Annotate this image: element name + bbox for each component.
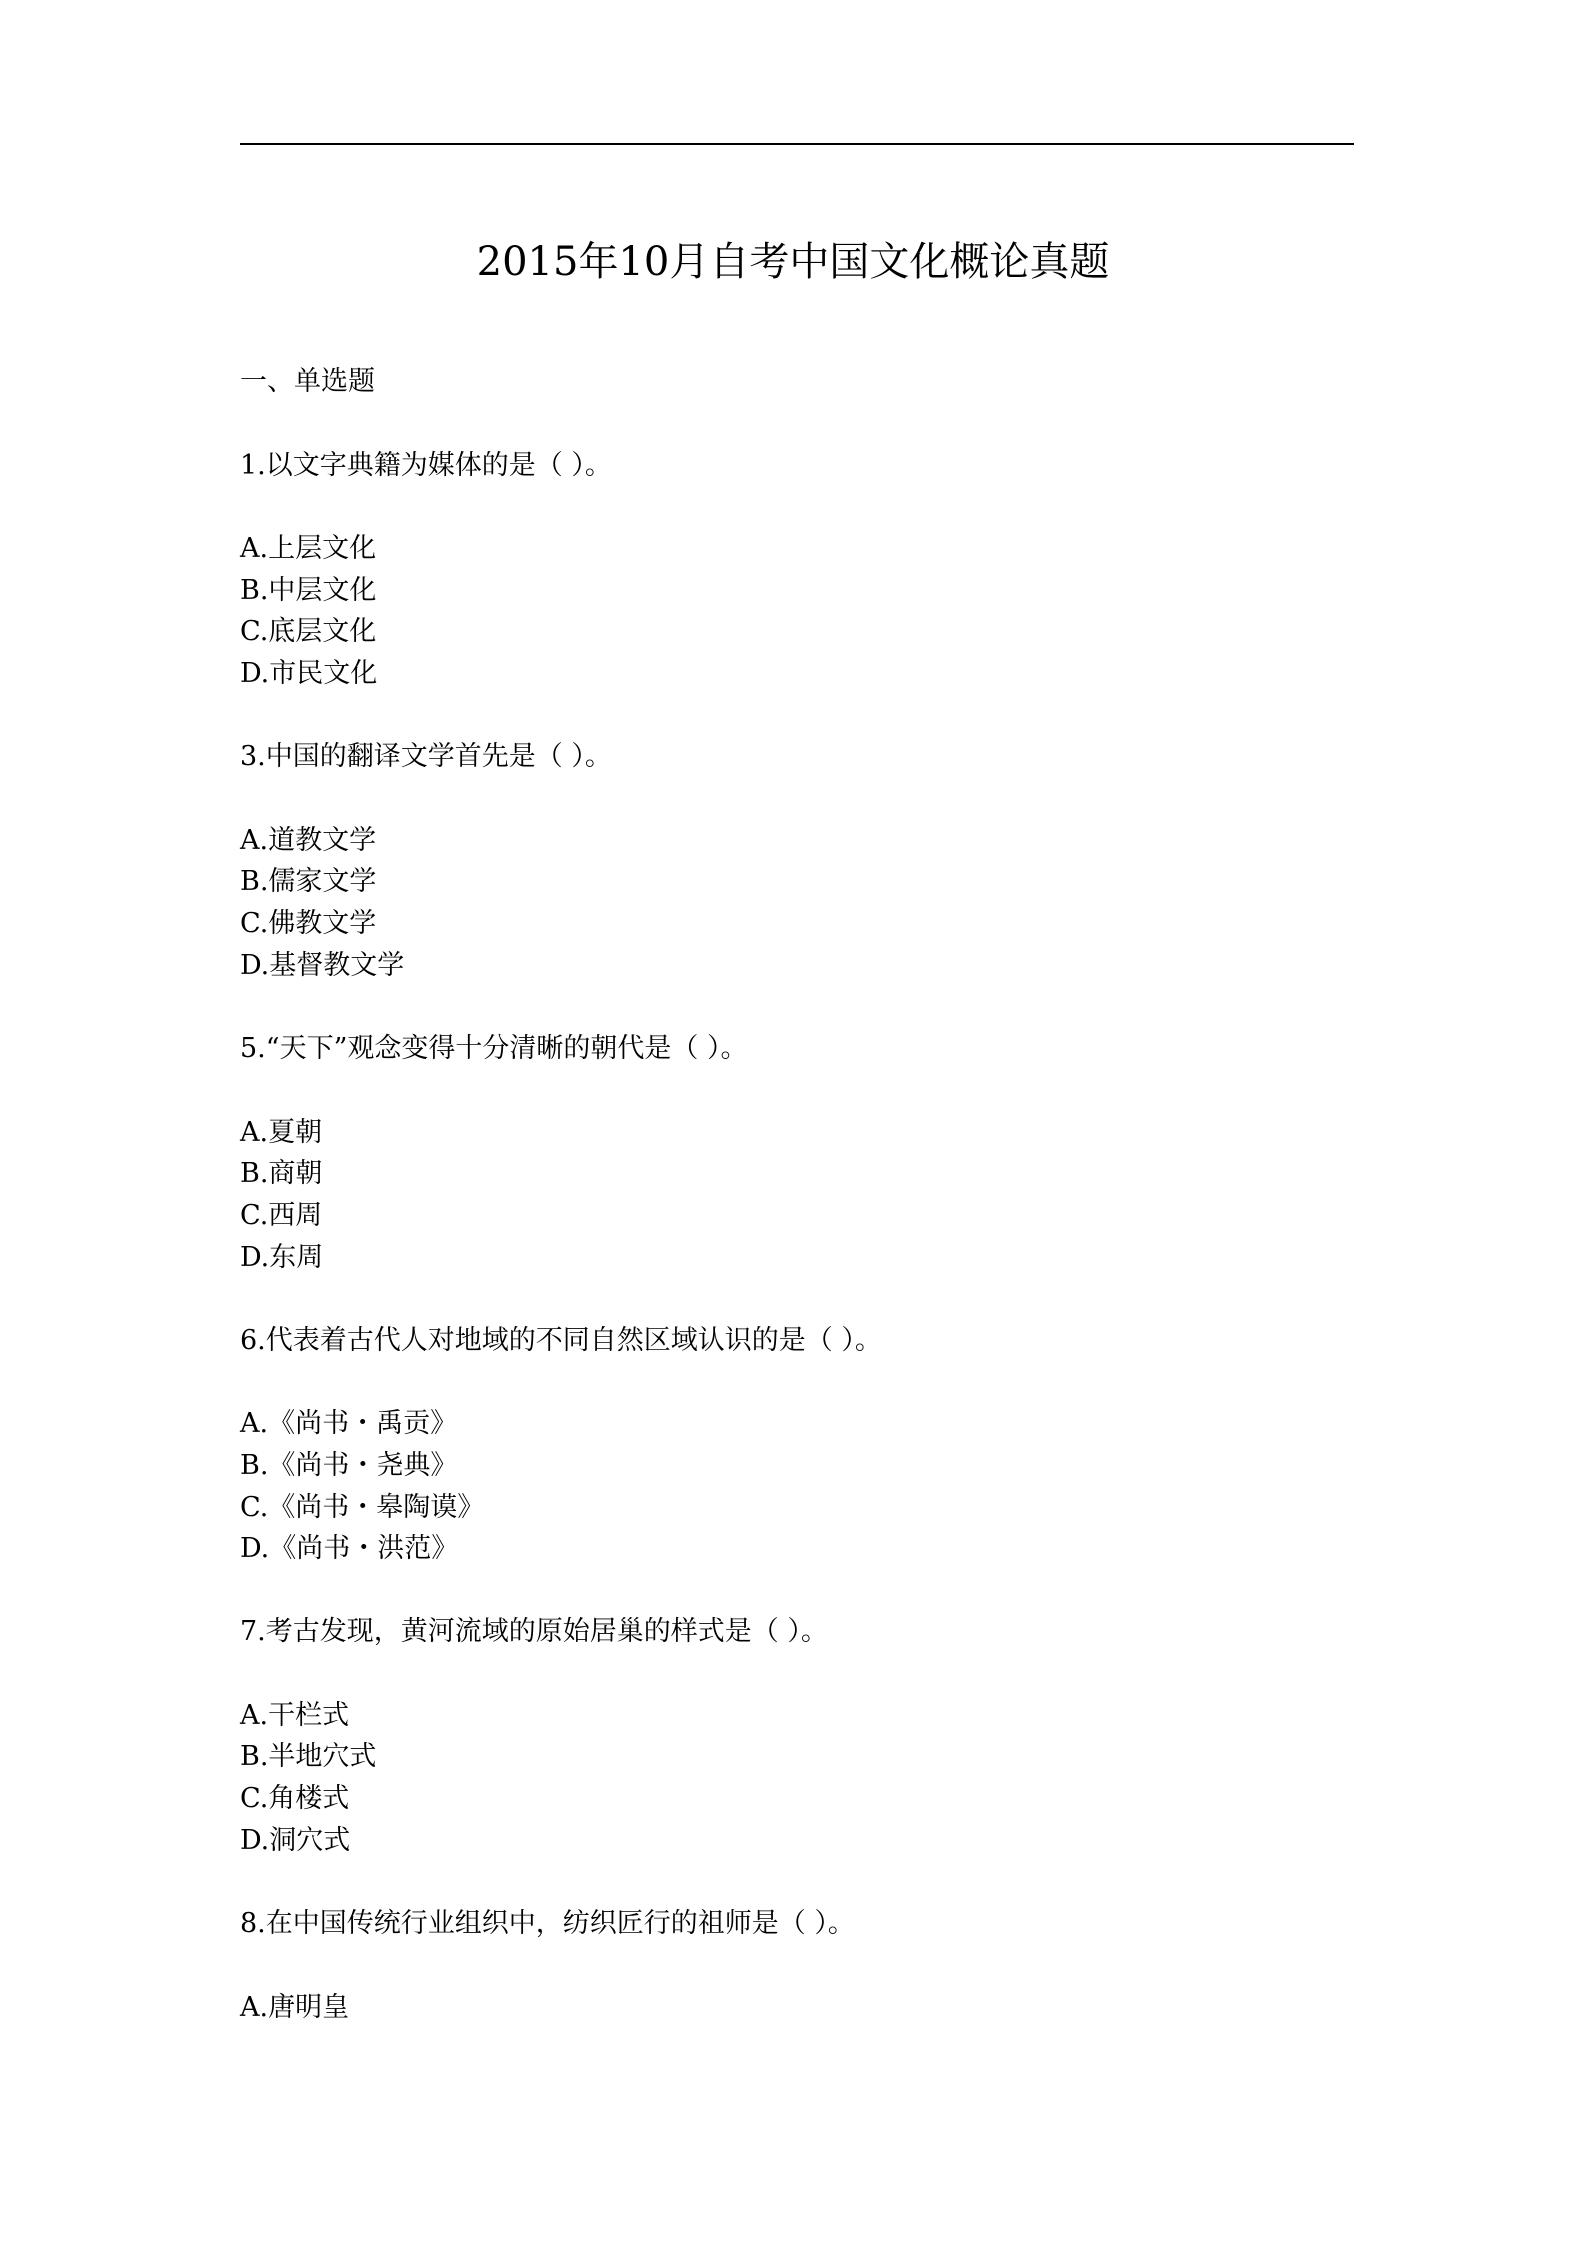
option-b: B.儒家文学 xyxy=(240,866,377,897)
option-a: A.干栏式 xyxy=(240,1700,350,1731)
option-c: C.西周 xyxy=(240,1200,323,1231)
option-a: A.《尚书・禹贡》 xyxy=(240,1408,458,1439)
option-a: A.上层文化 xyxy=(240,533,377,564)
option-d: D.东周 xyxy=(240,1242,324,1273)
question-stem: 6.代表着古代人对地域的不同自然区域认识的是（ ）。 xyxy=(240,1325,882,1356)
option-a: A.夏朝 xyxy=(240,1117,323,1148)
question-stem: 5.“天下”观念变得十分清晰的朝代是（ ）。 xyxy=(240,1033,748,1064)
document-title: 2015年10月自考中国文化概论真题 xyxy=(476,238,1110,285)
option-a: A.唐明皇 xyxy=(240,1992,350,2023)
option-d: D.洞穴式 xyxy=(240,1825,351,1856)
option-c: C.《尚书・皋陶谟》 xyxy=(240,1492,485,1523)
option-d: D.市民文化 xyxy=(240,658,378,689)
question-stem: 7.考古发现，黄河流域的原始居巢的样式是（ ）。 xyxy=(240,1616,828,1647)
option-b: B.《尚书・尧典》 xyxy=(240,1450,458,1481)
question-stem: 8.在中国传统行业组织中，纺织匠行的祖师是（ ）。 xyxy=(240,1908,855,1939)
section-heading: 一、单选题 xyxy=(240,366,375,397)
option-c: C.佛教文学 xyxy=(240,908,377,939)
option-d: D.基督教文学 xyxy=(240,950,405,981)
option-d: D.《尚书・洪范》 xyxy=(240,1533,459,1564)
option-c: C.底层文化 xyxy=(240,616,377,647)
question-stem: 3.中国的翻译文学首先是（ ）。 xyxy=(240,741,612,772)
option-b: B.半地穴式 xyxy=(240,1741,377,1772)
option-b: B.中层文化 xyxy=(240,575,377,606)
question-stem: 1.以文字典籍为媒体的是（ ）。 xyxy=(240,450,612,481)
header-rule xyxy=(240,143,1354,145)
option-b: B.商朝 xyxy=(240,1158,323,1189)
option-c: C.角楼式 xyxy=(240,1783,350,1814)
option-a: A.道教文学 xyxy=(240,825,377,856)
